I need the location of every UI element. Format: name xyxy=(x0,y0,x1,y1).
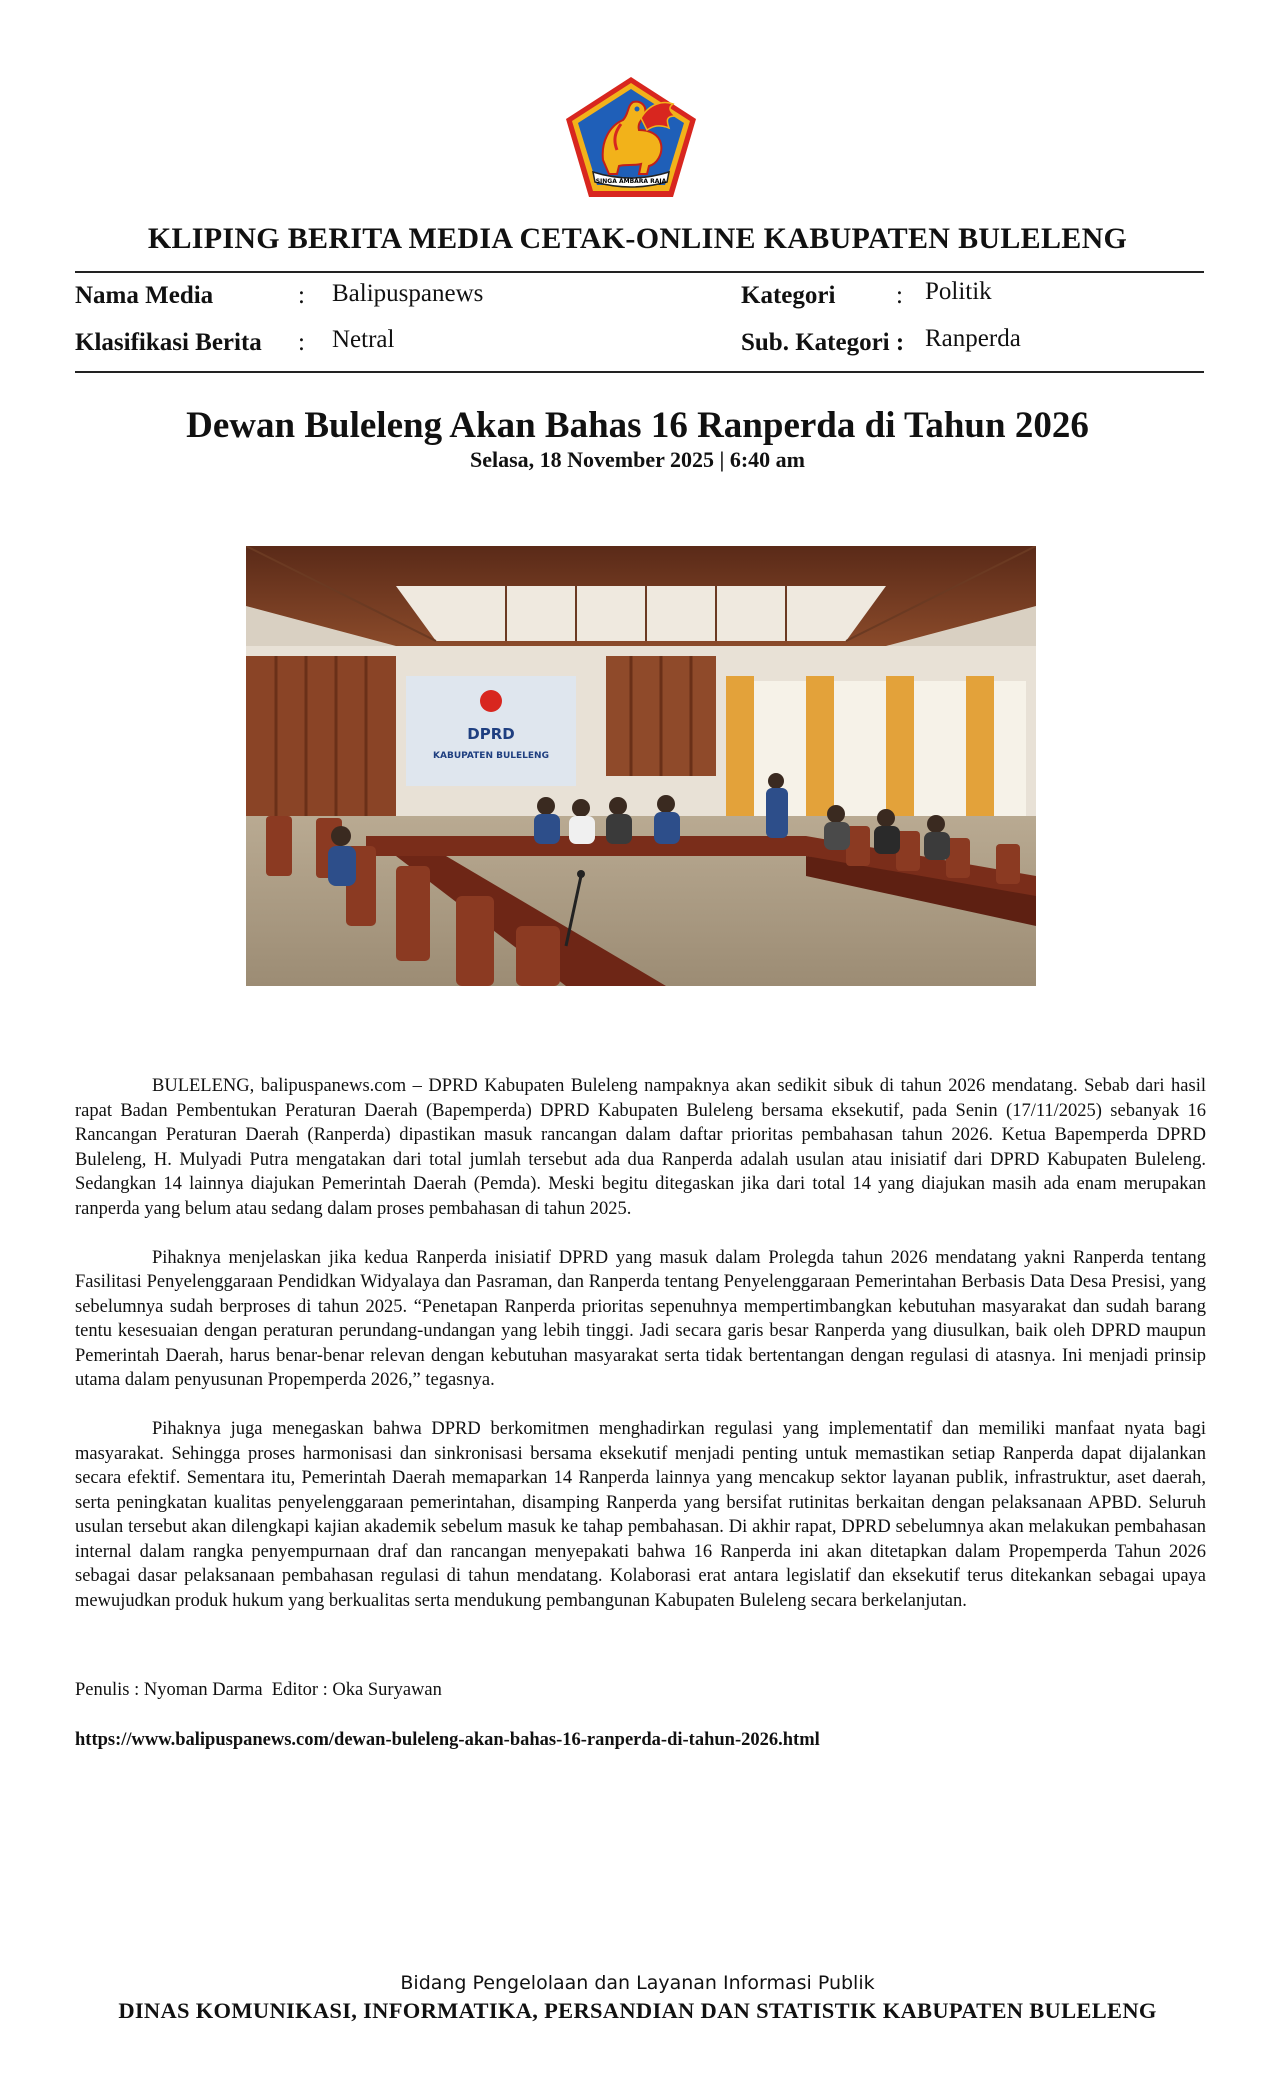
kategori-value: Politik xyxy=(925,278,992,305)
nama-media-value: Balipuspanews xyxy=(332,280,484,307)
footer-organization: DINAS KOMUNIKASI, INFORMATIKA, PERSANDIAN DAN STATISTIK KABUPATEN BULELENG xyxy=(118,1998,1157,2023)
kategori-label: Kategori xyxy=(741,282,836,309)
article-body xyxy=(75,1074,1206,1638)
article-photo xyxy=(246,546,1036,986)
sub-kategori-value: Ranperda xyxy=(925,325,1021,352)
header-divider xyxy=(75,271,1204,273)
svg-text:KABUPATEN BULELENG: KABUPATEN BULELENG xyxy=(433,751,549,761)
article-credits: Penulis : Nyoman Darma Editor : Oka Suryawan xyxy=(75,1680,442,1700)
buleleng-crest-icon xyxy=(563,74,699,200)
klasifikasi-colon: : xyxy=(298,329,305,356)
footer-unit: Bidang Pengelolaan dan Layanan Informasi Publik xyxy=(400,1972,875,1994)
article-paragraph: Pihaknya menjelaskan jika kedua Ranperda inisiatif DPRD yang masuk dalam Prolegda tahun 2026 mendatang yakni Ranperda tentang Fasilitasi Penyelenggaraan Pendidkan Widyalaya dan Pasraman, dan Ranperda tentang Penyelenggaraan Pemerintahan Berbasis Data Desa Presisi, yang sebelumnya sudah berproses di tahun 2025. “Penetapan Ranperda prioritas sepenuhnya mempertimbangkan kebutuhan masyarakat dan sudah barang tentu kesesuaian dengan peraturan perundang-undangan yang lebih tinggi. Jadi secara garis besar Ranperda yang diusulkan, baik oleh DPRD maupun Pemerintah Daerah, harus benar-benar relevan dengan kebutuhan masyarakat serta tidak bertentangan dengan regulasi di atasnya. Ini menjadi prinsip utama dalam penyusunan Propemperda 2026,” tegasnya. xyxy=(75,1247,1206,1390)
sub-kategori-label: Sub. Kategori : xyxy=(741,329,905,356)
nama-media-colon: : xyxy=(298,282,305,309)
source-url-link[interactable]: https://www.balipuspanews.com/dewan-buleleng-akan-bahas-16-ranperda-di-tahun-2026.html xyxy=(75,1730,820,1750)
logo-motto: SINGA AMBARA RAJA xyxy=(595,178,667,185)
kategori-colon: : xyxy=(896,282,903,309)
article-paragraph: Pihaknya juga menegaskan bahwa DPRD berkomitmen menghadirkan regulasi yang implementatif dan memiliki manfaat nyata bagi masyarakat. Sehingga proses harmonisasi dan sinkronisasi bersama eksekutif menjadi penting untuk memastikan setiap Ranperda dapat dijalankan secara efektif. Sementara itu, Pemerintah Daerah memaparkan 14 Ranperda lainnya yang mencakup sektor layanan publik, infrastruktur, aset daerah, serta peningkatan kualitas penyelenggaraan pemerintahan, disamping Ranperda yang bersifat rutinitas berkaitan dengan pelaksanaan APBD. Seluruh usulan tersebut akan dilengkapi kajian akademik sebelum masuk ke tahap pembahasan. Di akhir rapat, DPRD sebelumnya akan melakukan pembahasan internal dalam rangka penyempurnaan draf dan rancangan menyepakati bahwa 16 Ranperda ini akan ditetapkan dalam Propemperda Tahun 2026 sebagai dasar pelaksanaan pembahasan regulasi di tahun mendatang. Kolaborasi erat antara legislatif dan eksekutif terus ditekankan sebagai upaya mewujudkan produk hukum yang berkualitas serta mendukung pembangunan Kabupaten Buleleng secara berkelanjutan. xyxy=(75,1419,1206,1611)
svg-text:DPRD: DPRD xyxy=(467,725,515,743)
article-paragraph: BULELENG, balipuspanews.com – DPRD Kabupaten Buleleng nampaknya akan sedikit sibuk di tahun 2026 mendatang. Sebab dari hasil rapat Badan Pembentukan Peraturan Daerah (Bapemperda) DPRD Kabupaten Buleleng bersama eksekutif, pada Senin (17/11/2025) sebanyak 16 Rancangan Peraturan Daerah (Ranperda) dipastikan masuk rancangan dalam daftar prioritas pembahasan tahun 2026. Ketua Bapemperda DPRD Buleleng, H. Mulyadi Putra mengatakan dari total jumlah tersebut ada dua Ranperda adalah usulan atau inisiatif dari DPRD Kabupaten Buleleng. Sedangkan 14 lainnya diajukan Pemerintah Daerah (Pemda). Meski begitu ditegaskan jika dari total 14 yang diajukan masih ada enam merupakan ranperda yang belum atau sedang dalam proses pembahasan di tahun 2025. xyxy=(75,1076,1206,1219)
article-headline: Dewan Buleleng Akan Bahas 16 Ranperda di Tahun 2026 xyxy=(186,405,1089,446)
article-dateline: Selasa, 18 November 2025 | 6:40 am xyxy=(469,447,806,472)
regency-logo xyxy=(563,74,699,200)
klasifikasi-label: Klasifikasi Berita xyxy=(75,329,262,356)
klasifikasi-value: Netral xyxy=(332,326,395,353)
meta-divider xyxy=(75,371,1204,373)
clipping-title: KLIPING BERITA MEDIA CETAK-ONLINE KABUPATEN BULELENG xyxy=(147,222,1128,255)
nama-media-label: Nama Media xyxy=(75,282,214,309)
